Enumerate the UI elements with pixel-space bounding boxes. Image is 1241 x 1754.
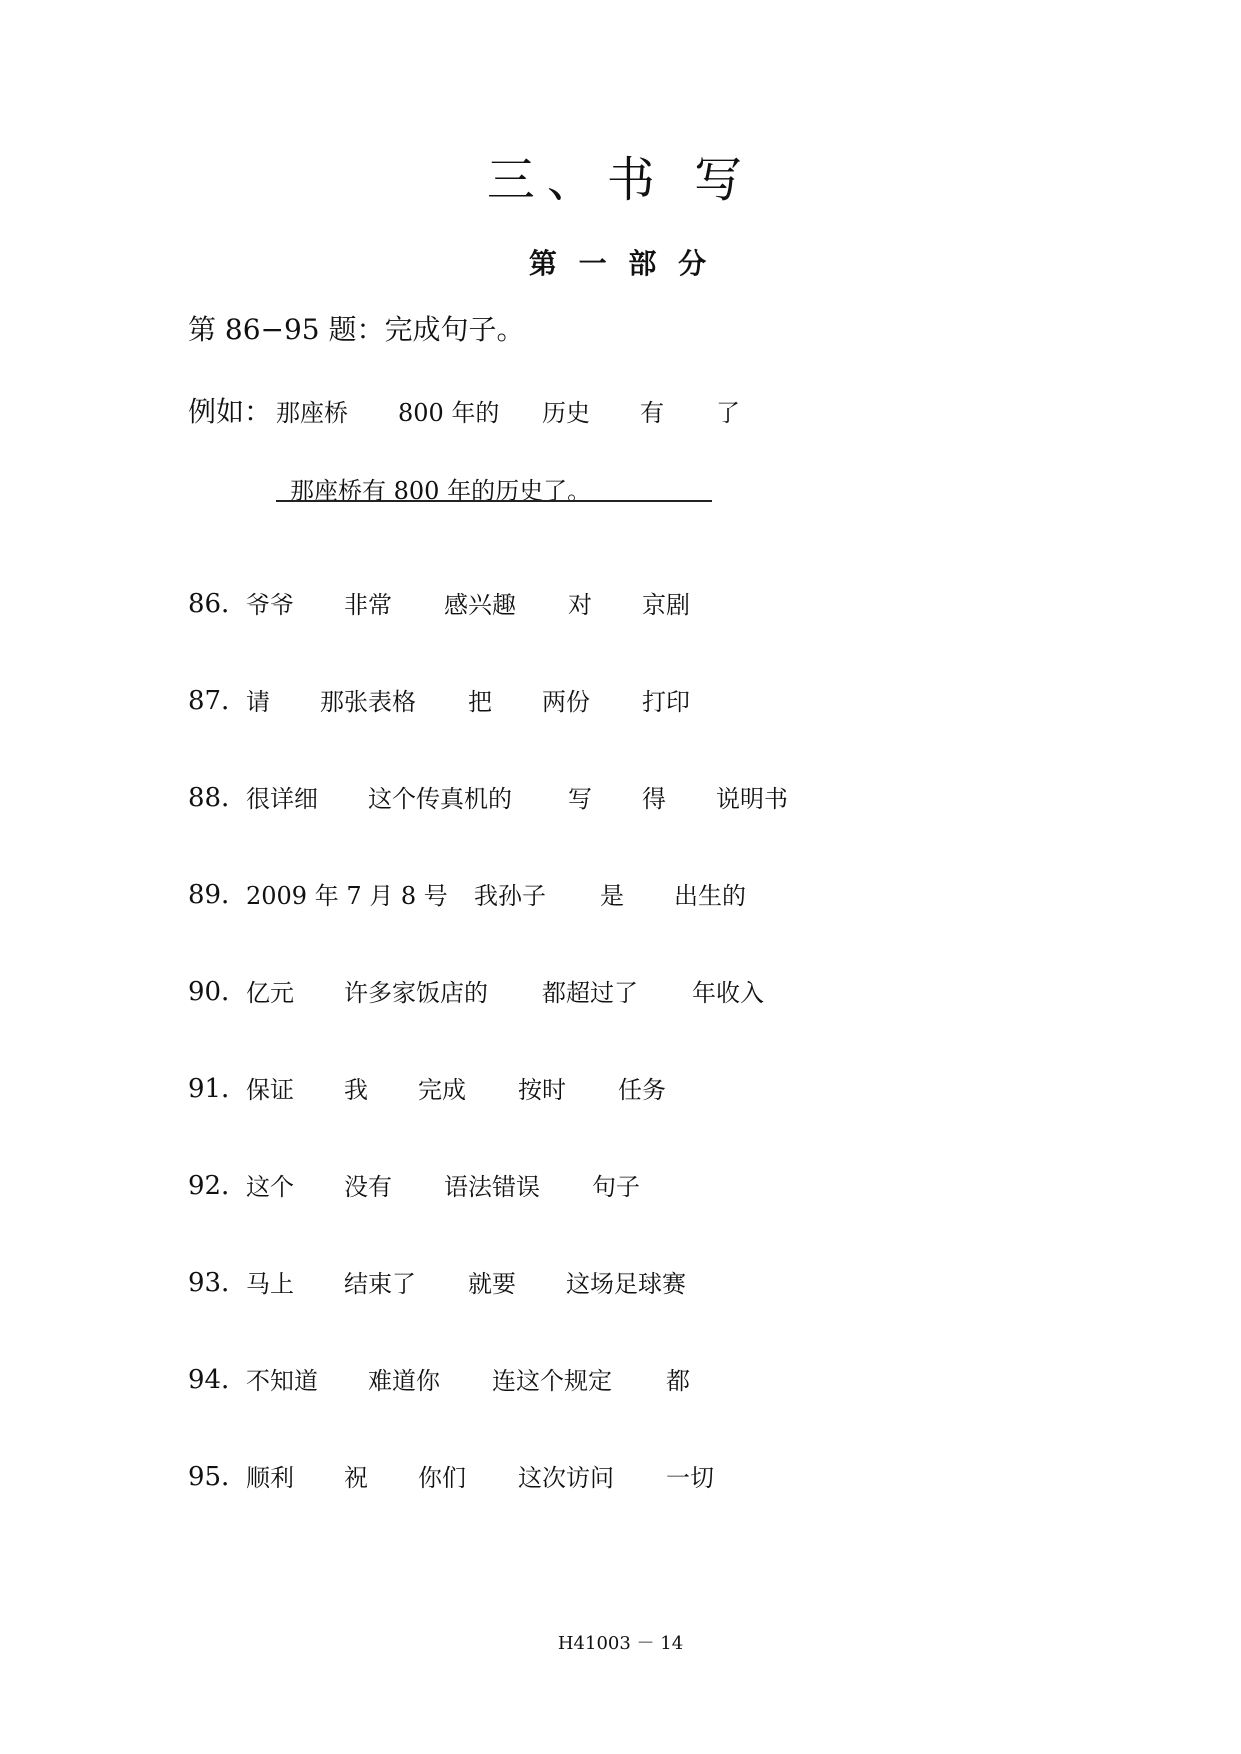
question-word: 2009 年 7 月 8 号: [246, 882, 448, 910]
question-word: 爷爷: [246, 591, 294, 619]
question-word: 顺利: [246, 1464, 294, 1492]
question-word: 你们: [418, 1464, 466, 1492]
question-word: 都超过了: [542, 979, 638, 1007]
section-title: 三、书 写: [486, 152, 755, 208]
question-word: 完成: [418, 1076, 466, 1104]
question-word: 这次访问: [518, 1464, 614, 1492]
question-word: 任务: [618, 1076, 666, 1104]
question-word: 京剧: [642, 591, 690, 619]
question-word: 难道你: [368, 1367, 440, 1395]
question-word: 不知道: [246, 1367, 318, 1395]
question-word: 就要: [468, 1270, 516, 1298]
question-word: 结束了: [344, 1270, 416, 1298]
instructions: 第 86−95 题：完成句子。: [188, 313, 525, 346]
question-word: 这个传真机的: [368, 785, 512, 813]
question-word: 这场足球赛: [566, 1270, 686, 1298]
question-word: 连这个规定: [492, 1367, 612, 1395]
question-word: 都: [666, 1367, 690, 1395]
example-word: 那座桥: [276, 399, 348, 427]
question-word: 说明书: [716, 785, 788, 813]
part-title: 第 一 部 分: [528, 247, 713, 280]
example-word: 历史: [542, 399, 590, 427]
question-word: 我: [344, 1076, 368, 1104]
question-word: 许多家饭店的: [344, 979, 488, 1007]
example-word: 有: [640, 399, 664, 427]
example-word: 800 年的: [398, 399, 500, 427]
question-word: 感兴趣: [444, 591, 516, 619]
question-word: 语法错误: [444, 1173, 540, 1201]
question-number: 90．: [188, 977, 248, 1007]
question-word: 两份: [542, 688, 590, 716]
question-word: 打印: [642, 688, 690, 716]
question-word: 请: [246, 688, 270, 716]
question-word: 我孙子: [474, 882, 546, 910]
question-word: 亿元: [246, 979, 294, 1007]
example-answer: 那座桥有 800 年的历史了。: [290, 477, 592, 505]
question-word: 得: [642, 785, 666, 813]
example-word: 了: [716, 399, 740, 427]
question-number: 95．: [188, 1462, 248, 1492]
question-number: 88．: [188, 783, 248, 813]
question-word: 祝: [344, 1464, 368, 1492]
question-word: 一切: [666, 1464, 714, 1492]
page-footer: H41003 － 14: [557, 1633, 684, 1654]
question-number: 94．: [188, 1365, 248, 1395]
question-word: 这个: [246, 1173, 294, 1201]
question-word: 句子: [592, 1173, 640, 1201]
question-word: 很详细: [246, 785, 318, 813]
question-word: 是: [600, 882, 624, 910]
question-word: 按时: [518, 1076, 566, 1104]
question-word: 把: [468, 688, 492, 716]
question-word: 非常: [344, 591, 392, 619]
question-word: 年收入: [692, 979, 764, 1007]
example-label: 例如：: [188, 395, 273, 428]
question-word: 没有: [344, 1173, 392, 1201]
question-number: 93．: [188, 1268, 248, 1298]
question-word: 马上: [246, 1270, 294, 1298]
question-number: 92．: [188, 1171, 248, 1201]
question-word: 保证: [246, 1076, 294, 1104]
question-word: 写: [568, 785, 592, 813]
question-word: 那张表格: [320, 688, 416, 716]
question-number: 87．: [188, 686, 248, 716]
question-number: 86．: [188, 589, 248, 619]
question-number: 91．: [188, 1074, 248, 1104]
question-word: 出生的: [674, 882, 746, 910]
answer-underline: [276, 500, 712, 502]
question-word: 对: [568, 591, 592, 619]
question-number: 89．: [188, 880, 248, 910]
